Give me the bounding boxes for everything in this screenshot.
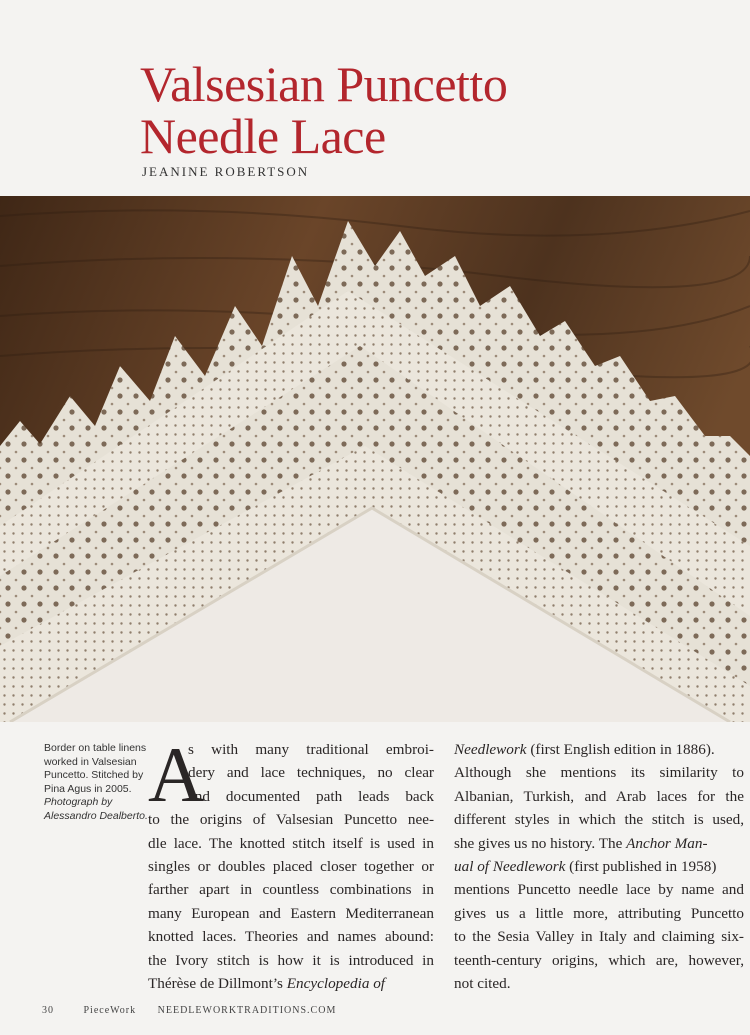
body-line: to the Sesia Valley in Italy and claiming six- — [454, 928, 744, 946]
body-line: and documented path leads back — [188, 787, 434, 805]
page-footer — [42, 1005, 354, 1016]
photo-caption — [44, 742, 148, 823]
body-line: mentions Puncetto needle lace by name and — [454, 881, 744, 899]
body-column-1 — [148, 731, 434, 995]
body-line: dle lace. The knotted stitch itself is used in — [148, 834, 434, 852]
body-line: knotted laces. Theories and names abound: — [148, 928, 434, 946]
body-line: Albanian, Turkish, and Arab laces for the — [454, 787, 744, 805]
book-title-anchor: Anchor Man- — [626, 834, 708, 852]
photo-credit: Photograph by Alessandro Dealberto. — [44, 796, 148, 822]
body-line: farther apart in countless combinations in — [148, 881, 434, 899]
title-line-1: Valsesian Puncetto — [140, 56, 508, 112]
body-line: different styles in which the stitch is used, — [454, 811, 744, 829]
body-text: (first English edition in 1886). — [526, 741, 715, 758]
body-line — [454, 832, 744, 855]
website-url: NEEDLEWORKTRADITIONS.COM — [157, 1005, 337, 1016]
body-line: the Ivory stitch is how it is introduced in — [148, 951, 434, 969]
magazine-name: PieceWork — [83, 1005, 137, 1016]
body-line: s with many traditional embroi- — [188, 741, 434, 758]
body-line: many European and Eastern Mediterranean — [148, 904, 434, 922]
body-line: gives us a little more, attributing Puncetto — [454, 904, 744, 922]
body-line — [454, 855, 744, 878]
page-number: 30 — [42, 1005, 54, 1016]
body-line: to the origins of Valsesian Puncetto nee- — [148, 811, 434, 829]
body-line: teenth-century origins, which are, however, — [454, 951, 744, 969]
caption-text: Border on table linens worked in Valsesian Puncetto. Stitched by Pina Agus in 2005. — [44, 742, 147, 795]
article-title — [140, 58, 507, 162]
drop-cap: A — [148, 731, 205, 818]
title-line-2: Needle Lace — [140, 108, 386, 164]
body-line: dery and lace techniques, no clear — [188, 764, 434, 782]
body-text: Thérèse de Dillmont’s — [148, 975, 287, 993]
body-line: not cited. — [454, 975, 511, 993]
author-byline: JEANINE ROBERTSON — [142, 164, 310, 179]
book-title-anchor-cont: ual of Needlework — [454, 858, 566, 876]
body-text: (first published in 1958) — [565, 858, 717, 876]
book-title-encyclopedia: Encyclopedia of — [286, 975, 386, 993]
body-text: she gives us no history. The — [454, 834, 627, 852]
body-line: Although she mentions its similarity to — [454, 764, 744, 782]
body-line: singles or doubles placed closer together or — [148, 858, 434, 876]
book-title-needlework: Needlework — [454, 741, 527, 758]
body-line — [454, 738, 744, 761]
body-column-2 — [454, 738, 744, 995]
lace-photograph — [0, 196, 750, 722]
body-line — [148, 972, 434, 995]
